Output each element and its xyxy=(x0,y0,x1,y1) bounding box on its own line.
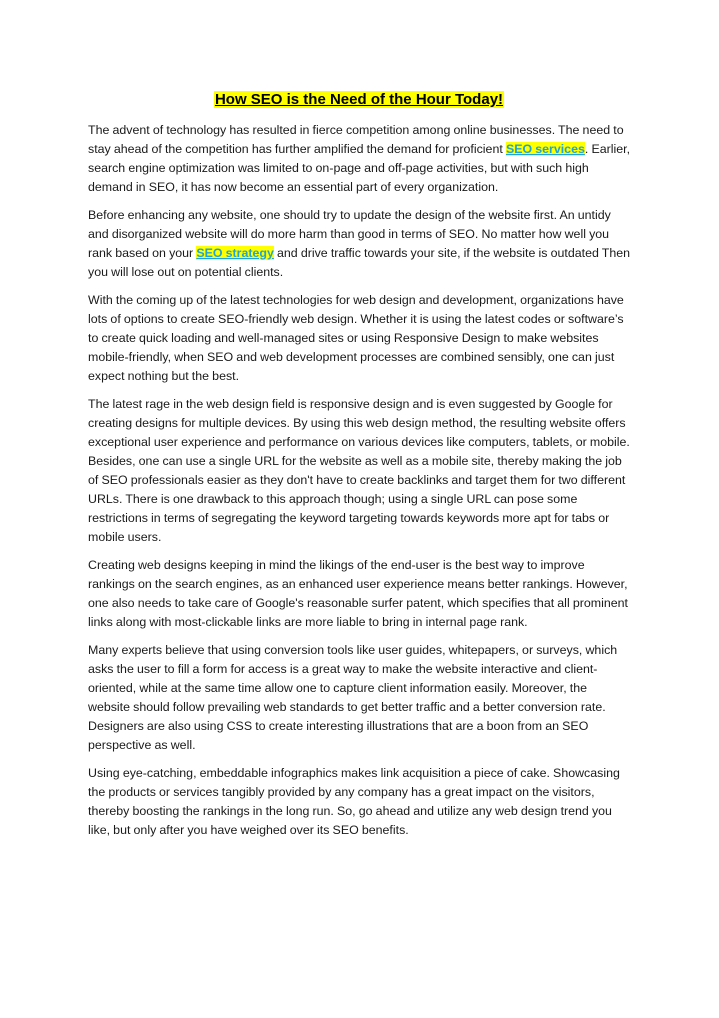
paragraph-5: Creating web designs keeping in mind the likings of the end-user is the best way to improve rankings on the search engines, as an enhanced user experience means better rankings. However, one also needs to take care of Google's reasonable surfer patent, which specifies that all prominent links along with most-clickable links are more liable to bring in internal page rank. xyxy=(88,558,628,629)
paragraph-4: The latest rage in the web design field is responsive design and is even suggested by Google for creating designs for multiple devices. By using this web design method, the resulting website offers exceptional user experience and performance on various devices like computers, tablets, or mobile. Besides, one can use a single URL for the website as well as a mobile site, thereby making the job of SEO professionals easier as they don't have to create backlinks and target them for two different URLs. There is one drawback to this approach though; using a single URL can pose some restrictions in terms of segregating the keyword targeting towards keywords more apt for tabs or mobile users. xyxy=(88,397,630,544)
paragraph-2-text-after: and drive traffic towards your site, if the website is outdated Then you will lose out on potential clients. xyxy=(88,246,631,279)
paragraph-7: Using eye-catching, embeddable infographics makes link acquisition a piece of cake. Showcasing the products or services tangibly provided by any company has a great impact on the visitors, thereby boosting the rankings in the long run. So, go ahead and utilize any web design trend you like, but only after you have weighed over its SEO benefits. xyxy=(88,766,620,837)
paragraph-6: Many experts believe that using conversion tools like user guides, whitepapers, or surveys, which asks the user to fill a form for access is a great way to make the website interactive and client-oriented, while at the same time allow one to capture client information easily. Moreover, the website should follow prevailing web standards to get better traffic and a better conversion rate. Designers are also using CSS to create interesting illustrations that are a boon from an SEO perspective as well. xyxy=(88,643,618,752)
paragraph-2 xyxy=(88,206,630,282)
document-title: How SEO is the Need of the Hour Today! xyxy=(214,91,504,108)
document-body xyxy=(88,90,630,849)
seo-strategy-link[interactable]: SEO strategy xyxy=(196,246,274,260)
title-container xyxy=(88,90,630,110)
paragraph-1-text-before: The advent of technology has resulted in fierce competition among online businesses. The need to stay ahead of the competition has further amplified the demand for proficient xyxy=(88,123,624,156)
paragraph-1 xyxy=(88,121,630,197)
paragraph-2-text-before: Before enhancing any website, one should try to update the design of the website first. An untidy and disorganized website will do more harm than good in terms of SEO. No matter how well you rank based on your xyxy=(88,208,611,260)
seo-services-link[interactable]: SEO services xyxy=(505,142,585,156)
paragraph-3: With the coming up of the latest technologies for web design and development, organizations have lots of options to create SEO-friendly web design. Whether it is using the latest codes or software’s to create quick loading and well-managed sites or using Responsive Design to make websites mobile-friendly, when SEO and web development processes are combined sensibly, one can just expect nothing but the best. xyxy=(88,293,624,383)
paragraph-1-text-after: . Earlier, search engine optimization was limited to on-page and off-page activities, but with such high demand in SEO, it has now become an essential part of every organization. xyxy=(88,142,631,194)
